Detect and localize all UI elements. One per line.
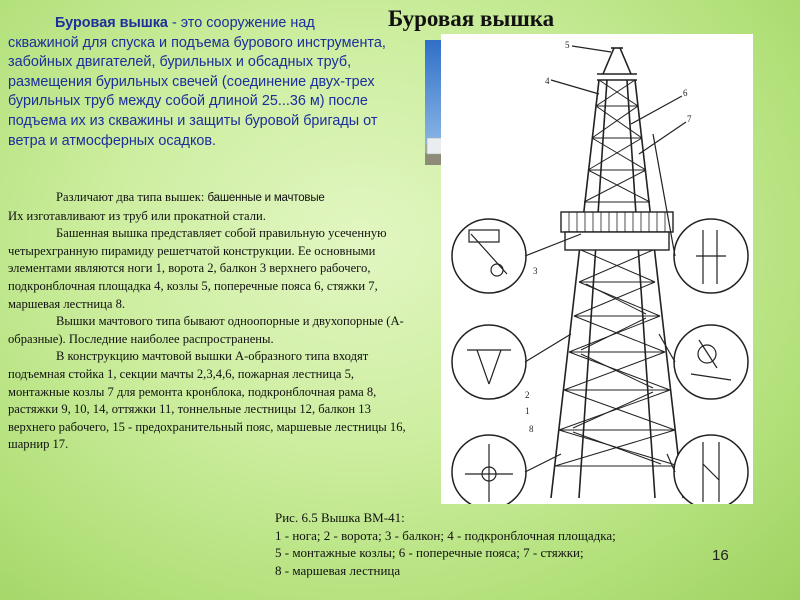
figure-label-5: 5 [565,40,570,50]
a-frame-paragraph: В конструкцию мачтовой вышки А-образного типа входят подъемная стойка 1, секции мачты 2,3,4,6, пожарная лестница 5, монтажные козлы 7 для ремонта кронблока, подкронблочная рама 8, растяжки 9, 10, 14, оттяжки 11, тоннельные лестницы 12, балкон 13 верхнего рабочего, 15 - предохранительный пояс, маршевые лестницы 16, шарнир 17. [8,349,406,452]
figure-label-1: 1 [525,406,530,416]
figure-label-6: 6 [683,88,688,98]
definition-paragraph [8,14,388,151]
definition-text: - это сооружение над скважиной для спуска и подъема бурового инструмента, забойных двигателей, бурильных и обсадных труб, размещения бурильных свечей (соединение двух-трех бурильных труб между собой длиной 25...36 м) после подъема их из скважины и защиты буровой бригады от ветра и атмосферных осадков. [8,15,386,149]
material-paragraph: Их изготавливают из труб или прокатной стали. [8,208,266,223]
mast-type-paragraph: Вышки мачтового типа бывают одноопорные и двухопорные (А-образные). Последние наиболее распространены. [8,314,404,346]
tower-type-paragraph: Башенная вышка представляет собой правильную усеченную четырехгранную пирамиду решетчатой конструкции. Ее основными элементами являются ноги 1, ворота 2, балкон 3 верхнего рабочего, подкронблочная площадка 4, козлы 5, поперечные пояса 6, стяжки 7, маршевая лестница 8. [8,226,387,311]
definition-term: Буровая вышка [55,15,168,31]
figure-label-4: 4 [545,76,550,86]
body-text [8,189,408,454]
figure-label-7: 7 [687,114,692,124]
types-paragraph [8,189,408,208]
caption-line-4: 8 - маршевая лестница [275,562,401,578]
figure-label-2: 2 [525,390,530,400]
types-emphasis: башенные и мачтовые [207,192,325,204]
page-number: 16 [712,547,729,564]
caption-line-2: 1 - нога; 2 - ворота; 3 - балкон; 4 - подкронблочная площадка; [275,527,616,543]
figure-label-8: 8 [529,424,534,434]
derrick-drawing [441,34,753,504]
types-lead: Различают два типа вышек: [56,190,208,204]
caption-line-1: Рис. 6.5 Вышка ВМ-41: [275,510,405,525]
figure-caption [275,509,616,579]
figure-label-3: 3 [533,266,538,276]
slide-title: Буровая вышка [388,6,555,31]
caption-line-3: 5 - монтажные козлы; 6 - поперечные пояса; 7 - стяжки; [275,545,584,560]
